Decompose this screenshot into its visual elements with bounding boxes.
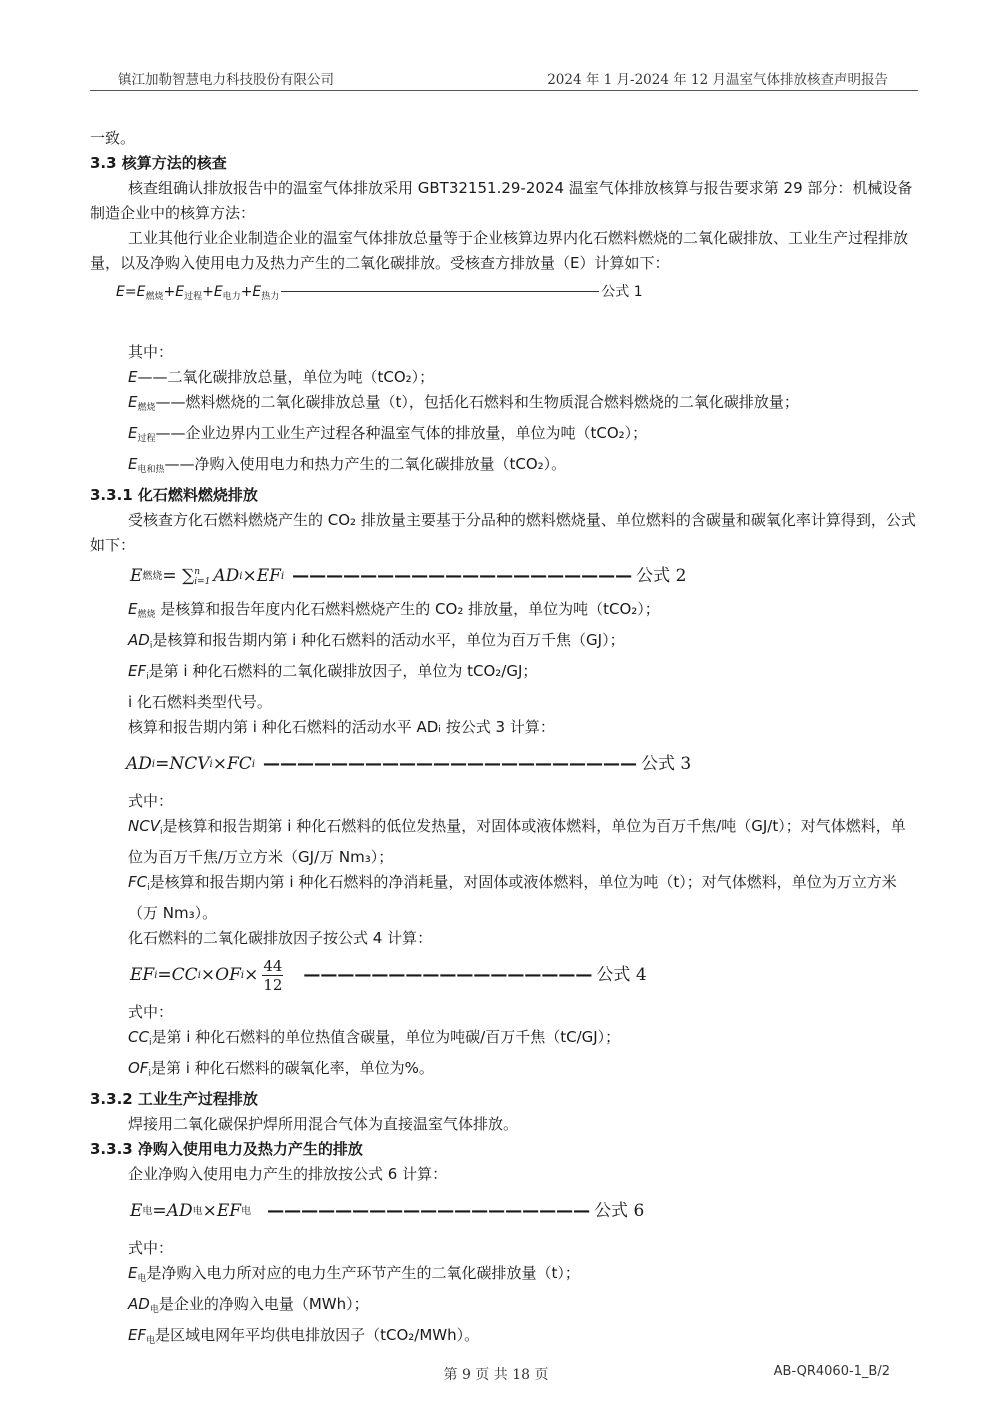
definition-line: $CC_i$是第 i 种化石燃料的单位热值含碳量，单位为吨碳/百万千焦（tC/GJ）； bbox=[128, 1028, 621, 1048]
definition-line: $NCV_i$是核算和报告期第 i 种化石燃料的低位发热量，对固体或液体燃料，单位为百万千焦/吨（GJ/t）；对气体燃料，单位为百万千焦/万立方米（GJ/万 Nm₃）； bbox=[128, 817, 906, 866]
text-line: 式中： bbox=[128, 1239, 174, 1257]
formula-leader-line: ——————————————————— bbox=[267, 1201, 591, 1221]
text-line: i 化石燃料类型代号。 bbox=[128, 693, 272, 711]
formula-label: 公式 3 bbox=[641, 754, 692, 774]
paragraph: 核查组确认排放报告中的温室气体排放采用 GBT32151.29-2024 温室气体排放核算与报告要求第 29 部分：机械设备制造企业中的核算方法： bbox=[90, 179, 913, 222]
paragraph: 焊接用二氧化碳保护焊所用混合气体为直接温室气体排放。 bbox=[128, 1115, 519, 1133]
definition-line: $EF_电$是区域电网年平均供电排放因子（tCO₂/MWh）。 bbox=[128, 1326, 480, 1346]
definition-line: $FC_i$是核算和报告期内第 i 种化石燃料的净消耗量，对固体或液体燃料，单位为吨（t）；对气体燃料，单位为万立方米（万 Nm₃）。 bbox=[128, 873, 897, 922]
definition-line: $E_{燃烧}$ 是核算和报告年度内化石燃料燃烧产生的 CO₂ 排放量，单位为吨（tCO₂）； bbox=[128, 600, 660, 620]
formula-2: E 燃烧 = ∑ n i=1 AD i × EF i ———————————————————— 公式 2 bbox=[130, 564, 918, 589]
definition-line: $E_电$是净购入电力所对应的电力生产环节产生的二氧化碳排放量（t）； bbox=[128, 1264, 580, 1284]
definition-line: $AD_i$是核算和报告期内第 i 种化石燃料的活动水平，单位为百万千焦（GJ）； bbox=[128, 631, 625, 651]
formula-label: 公式 1 bbox=[601, 284, 643, 300]
formula-leader-line bbox=[281, 291, 599, 292]
paragraph: 受核查方化石燃料燃烧产生的 CO₂ 排放量主要基于分品种的燃料燃烧量、单位燃料的含碳量和碳氧化率计算得到，公式如下： bbox=[90, 511, 916, 554]
text-line: 式中： bbox=[128, 1003, 174, 1021]
formula-label: 公式 2 bbox=[636, 566, 687, 586]
text-line: 核算和报告期内第 i 种化石燃料的活动水平 ADᵢ 按公式 3 计算： bbox=[128, 718, 555, 736]
document-code: AB-QR4060-1_B/2 bbox=[773, 1364, 890, 1379]
header-company: 镇江加勒智慧电力科技股份有限公司 bbox=[118, 72, 334, 88]
definition-line: $E_{电和热}——$净购入使用电力和热力产生的二氧化碳排放量（tCO₂）。 bbox=[128, 455, 567, 475]
formula-leader-line: ———————————————————— bbox=[292, 566, 633, 586]
text-line: 企业净购入使用电力产生的排放按公式 6 计算： bbox=[128, 1165, 448, 1183]
section-heading-3-3-3: 3.3.3 净购入使用电力及热力产生的排放 bbox=[90, 1140, 363, 1158]
section-heading-3-3: 3.3 核算方法的核查 bbox=[90, 154, 227, 172]
document-body bbox=[90, 126, 918, 1354]
text-line: 化石燃料的二氧化碳排放因子按公式 4 计算： bbox=[128, 929, 433, 947]
section-heading-3-3-1: 3.3.1 化石燃料燃烧排放 bbox=[90, 486, 258, 504]
formula-1: $E=E_{燃烧}+E_{过程}+E_{电力}+E_{热力}$ 公式 1 bbox=[116, 284, 643, 302]
formula-label: 公式 4 bbox=[596, 965, 647, 985]
formula-4: EF i = CC i × OF i × $\frac{44}{12}$ ————————————————— 公式 4 bbox=[130, 957, 647, 994]
definition-line: $EF_i$是第 i 种化石燃料的二氧化碳排放因子，单位为 tCO₂/GJ； bbox=[128, 662, 538, 682]
section-heading-3-3-2: 3.3.2 工业生产过程排放 bbox=[90, 1090, 258, 1108]
text-line: 其中： bbox=[128, 343, 174, 361]
formula-3: AD i = NCV i × FC i —————————————————————— 公式 3 bbox=[126, 752, 918, 777]
formula-label: 公式 6 bbox=[594, 1201, 645, 1221]
formula-leader-line: ————————————————— bbox=[303, 965, 593, 985]
definition-line: E——二氧化碳排放总量，单位为吨（tCO₂）； bbox=[128, 368, 435, 386]
definition-line: $OF_i$是第 i 种化石燃料的碳氧化率，单位为%。 bbox=[128, 1059, 434, 1079]
definition-line: $E_{燃烧}——$燃料燃烧的二氧化碳排放总量（t），包括化石燃料和生物质混合燃料燃烧的二氧化碳排放量； bbox=[128, 393, 799, 413]
definition-line: $AD_电$是企业的净购入电量（MWh）； bbox=[128, 1295, 369, 1315]
header-rule bbox=[90, 90, 918, 91]
definition-line: $E_{过程}——$企业边界内工业生产过程各种温室气体的排放量，单位为吨（tCO₂）； bbox=[128, 424, 648, 444]
text-line: 式中： bbox=[128, 792, 174, 810]
paragraph: 工业其他行业企业制造企业的温室气体排放总量等于企业核算边界内化石燃料燃烧的二氧化碳排放、工业生产过程排放量，以及净购入使用电力及热力产生的二氧化碳排放。受核查方排放量（E）计算如下： bbox=[90, 229, 909, 272]
formula-leader-line: —————————————————————— bbox=[263, 754, 638, 774]
fraction: $\frac{44}{12}$ bbox=[263, 957, 283, 994]
page-number: 第 9 页 共 18 页 bbox=[443, 1367, 549, 1383]
formula-6: E 电 = AD 电 × EF 电 ——————————————————— 公式 6 bbox=[130, 1199, 918, 1224]
text-line: 一致。 bbox=[90, 129, 136, 147]
header-report-title: 2024 年 1 月-2024 年 12 月温室气体排放核查声明报告 bbox=[547, 72, 888, 88]
